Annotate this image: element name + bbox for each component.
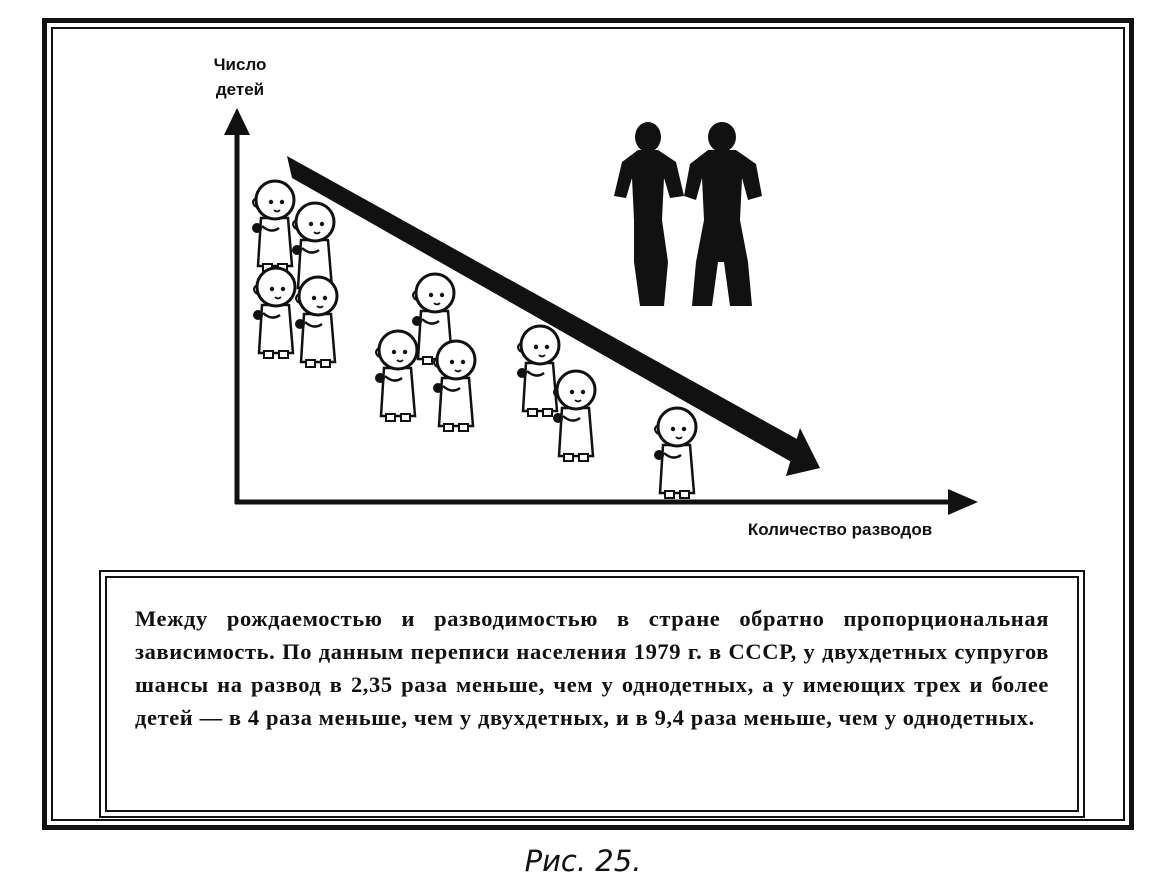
baby-icon [295, 277, 337, 367]
children-group [252, 181, 696, 498]
y-axis-label: Число детей [213, 55, 267, 99]
couple-silhouette-icon [614, 122, 762, 306]
baby-icon [654, 408, 696, 498]
baby-icon [433, 341, 475, 431]
figure-caption: Рис. 25. [524, 844, 642, 878]
y-axis [224, 108, 250, 504]
x-axis [235, 489, 978, 515]
text-box-content: Между рождаемостью и разводимостью в стране обратно пропорциональная зависимость. По данным переписи населения 1979 г. в СССР, у двухдетных супругов шансы на развод в 2,35 раза меньше, чем у однодетных, а у имеющих трех и более детей — в 4 раза меньше, чем у двухдетных, и в 9,4 раза меньше, чем у однодетных. [135, 606, 1049, 730]
baby-icon [375, 331, 417, 421]
x-axis-label: Количество разводов [747, 520, 933, 539]
baby-icon [252, 181, 294, 271]
text-box [105, 576, 1079, 812]
baby-icon [553, 371, 595, 461]
baby-icon [517, 326, 559, 416]
baby-icon [253, 268, 295, 358]
